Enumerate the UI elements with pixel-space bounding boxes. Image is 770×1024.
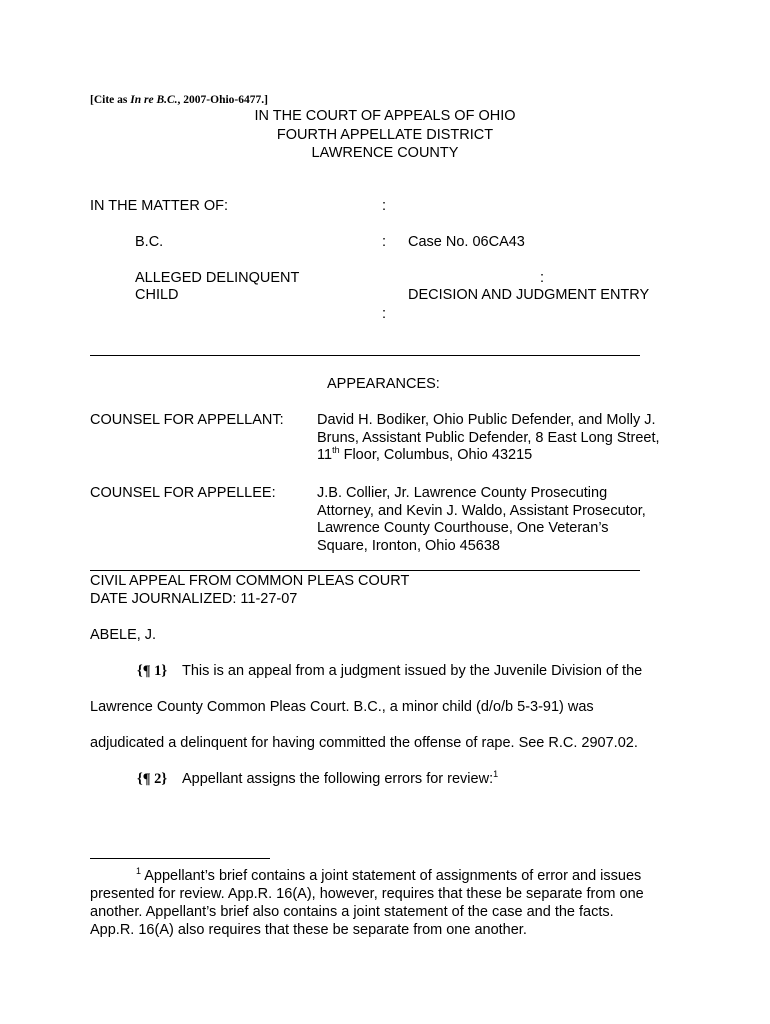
citation-prefix: [Cite as [90,94,131,106]
appellee-counsel-line: J.B. Collier, Jr. Lawrence County Prosecuting [317,485,608,501]
appellee-counsel-line: Lawrence County Courthouse, One Veteran’s [317,520,609,536]
paragraph-1-line: This is an appeal from a judgment issued by the Juvenile Division of the [182,663,643,679]
divider [90,570,640,571]
appellee-counsel-details [317,485,646,555]
citation-header [90,94,268,106]
footnote-separator [90,858,270,859]
court-district: FOURTH APPELLATE DISTRICT [276,127,494,143]
court-county: LAWRENCE COUNTY [311,145,459,161]
paragraph-1-line: adjudicated a delinquent for having committed the offense of rape. See R.C. 2907.02. [90,735,638,751]
footnote-text [90,867,690,939]
footnote-line: $^1$ Appellant’s brief contains a joint statement of assignments of error and issues [136,866,642,884]
caption-colon: : [382,198,387,214]
appeal-type: CIVIL APPEAL FROM COMMON PLEAS COURT [90,573,410,589]
paragraph-number: {¶ 2} [137,771,168,787]
caption-alleged-delinquent: ALLEGED DELINQUENT [135,270,300,286]
appearances-heading: APPEARANCES: [327,376,440,392]
appellant-counsel-label: COUNSEL FOR APPELLANT: [90,412,284,428]
caption-colon: : [382,306,387,322]
opinion-author: ABELE, J. [90,627,157,643]
appellant-counsel-line: David H. Bodiker, Ohio Public Defender, and Molly J. [317,412,656,428]
appellee-counsel-label: COUNSEL FOR APPELLEE: [90,485,276,501]
paragraph-number: {¶ 1} [137,663,168,679]
caption-child: CHILD [135,287,179,303]
paragraph-2-text: Appellant assigns the following errors for review:$^1$ [182,769,499,787]
caption-colon: : [540,270,545,286]
appellee-counsel-line: Attorney, and Kevin J. Waldo, Assistant Prosecutor, [317,502,646,519]
footnote-reference[interactable]: 1 [493,769,499,780]
citation-case-name: In re B.C. [130,94,178,106]
footnote-line: presented for review. App.R. 16(A), however, requires that these be separate from one [90,886,644,902]
footnote-line: App.R. 16(A) also requires that these be separate from one another. [90,922,527,938]
divider [90,355,640,356]
citation-suffix: , 2007-Ohio-6477.] [177,94,268,106]
appellant-counsel-line: 11th Floor, Columbus, Ohio 43215 [317,445,533,463]
caption-party: B.C. [135,234,164,250]
caption-colon: : [382,234,387,250]
footnote-line: another. Appellant’s brief also contains a joint statement of the case and the facts. [90,904,614,920]
appellant-counsel-details [317,412,660,465]
case-number: Case No. 06CA43 [408,234,525,250]
paragraph-1-line: Lawrence County Common Pleas Court. B.C., a minor child (d/o/b 5-3-91) was [90,699,594,715]
footnote-marker: 1 [136,866,142,877]
caption-matter-of: IN THE MATTER OF: [90,198,229,214]
appellee-counsel-line: Square, Ironton, Ohio 45638 [317,537,500,554]
entry-title: DECISION AND JUDGMENT ENTRY [408,287,650,303]
court-name: IN THE COURT OF APPEALS OF OHIO [254,108,516,124]
date-journalized: DATE JOURNALIZED: 11-27-07 [90,591,298,607]
appellant-counsel-line: Bruns, Assistant Public Defender, 8 East Long Street, [317,429,660,446]
